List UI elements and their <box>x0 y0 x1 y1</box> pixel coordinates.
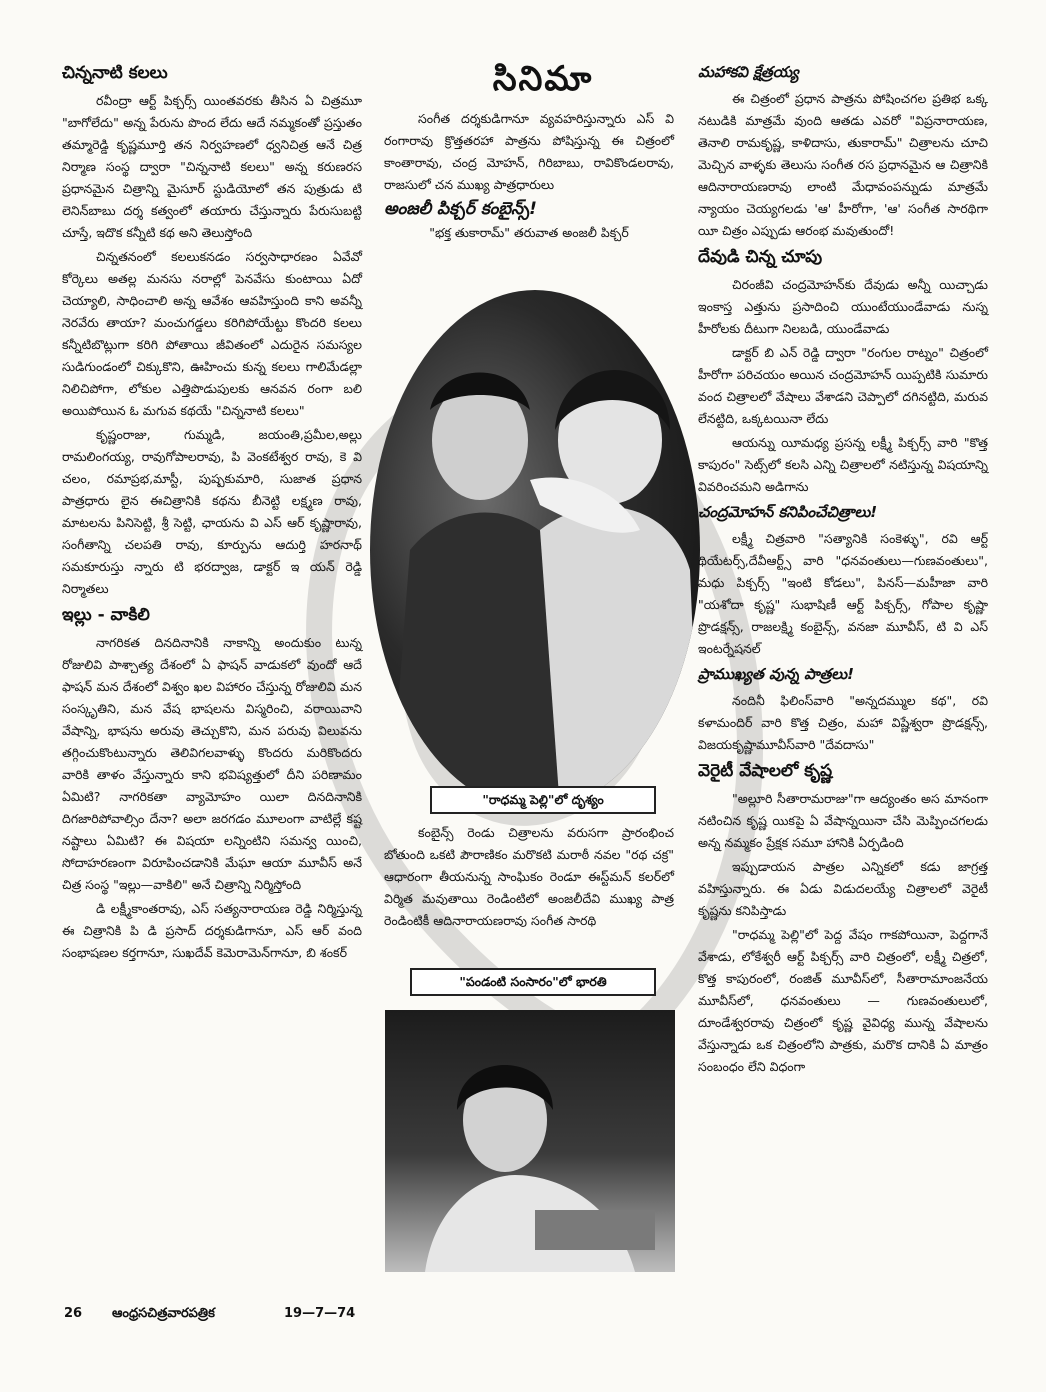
heading-mahakavi-kshetrayya: మహాకవి క్షేత్రయ్య <box>698 63 799 81</box>
right-column <box>698 58 988 1080</box>
heading-illu-vakili: ఇల్లు - వాకిలి <box>62 605 150 625</box>
paragraph: "అల్లూరి సీతారామరాజు"గా ఆద్యంతం అస మానంగా నటించిన కృష్ణ యికపై ఏ వేషాన్నయినా చేసి మెప్పించగలడు అన్న నమ్మకం ప్రేక్షక సమూ హానికి ఏర్పడింది <box>698 791 988 850</box>
paragraph: నందినీ ఫిలింస్‌వారి "అన్నదమ్ముల కథ", రవి కళామందిర్ వారి కొత్త చిత్రం, మహా విష్ణేశ్వరా ప్రొడక్షన్స్, విజయకృష్ణామూవీస్‌వారి "దేవదాసు" <box>698 693 988 752</box>
heading-chinnanati-kalalu: చిన్ననాటి కలలు <box>62 63 168 83</box>
middle-column-bottom <box>384 822 674 934</box>
photo-caption-pandanti-samsaram: "పండంటి సంసారం"లో భారతి <box>410 968 656 996</box>
film-still-photo <box>370 290 700 810</box>
paragraph: సంగీత దర్శకుడిగానూ వ్యవహరిస్తున్నారు ఎస్ వి రంగారావు క్రొత్తతరహా పాత్రను పోషిస్తున్న ఈ చిత్రంలో కాంతారావు, చంద్ర మోహన్, గిరిబాబు, రావికొండలరావు, రాజసులో చన ముఖ్య పాత్రధారులు <box>384 111 674 192</box>
heading-devudi-chinna-chupu: దేవుడి చిన్న చూపు <box>698 247 823 267</box>
paragraph: నాగరికత దినదినానికి నాకాన్ని అందుకుం టున్న రోజులివి పాశ్చాత్య దేశంలో ఏ ఫాషన్ వాడుకలో వుందో ఆదే ఫాషన్ మన దేశంలో విశ్వం ఖల విహారం చేస్తున్న రోజులివి మన సంస్కృతిని, మన వేష భాషలను విస్మరించి, వరాయివాని వేషాన్ని, భాషను అరువు తెచ్చుకొని, మన పరువు విలువను తగ్గించుకొంటున్నారు తెలివిగలవాళ్ళు కొందరు మరికొందరు వారికి తాళం వేస్తున్నారు కాని భవిష్యత్తులో దీని పరిణామం ఏమిటి? నాగరికతా వ్యామోహం యిలా దినదినానికి దిగజారిపోవాల్సిం దేనా? అలా జరగడం మూలంగా వాటిల్లే కష్ట నష్టాలు ఏమిటి? ఈ విషయా లన్నింటిని సమన్వ యించి, సోదాహరణంగా విరూపించడానికి మేఘా ఆయా మూవీస్ అనే చిత్ర సంస్థ "ఇల్లు—వాకిలి" అనే చిత్రాన్ని నిర్మిస్తోంది <box>62 635 362 892</box>
middle-column-top <box>384 108 674 246</box>
heading-variety-roles-krishna: వెరైటీ వేషాలలో కృష్ణ <box>698 761 833 781</box>
section-masthead: సినిమా <box>492 59 594 99</box>
paragraph: రవీంద్రా ఆర్ట్ పిక్చర్స్ యింతవరకు తీసిన ఏ చిత్రమూ "బాగోలేదు" అన్న పేరును పొంద లేదు ఆదే నమ్మకంతో ప్రస్తుతం తమ్మారెడ్డి కృష్ణమూర్తి తన నిర్వహణలో ధ్వనిచిత్ర ఆనే చిత్ర నిర్మాణ సంస్థ ద్వారా "చిన్ననాటి కలలు" అన్న కరుణరస ప్రధానమైన చిత్రాన్ని మైసూర్ స్టుడియోలో తన పుత్రుడు టి లెనిన్‌బాబు దర్శ కత్వంలో తయారు చేస్తున్నారు పేరుసుబట్టి చూస్తే, ఇదొక కన్నీటి కథ అని తెలుస్తోంది <box>62 93 362 240</box>
publication-name: ఆంధ్రసచిత్రవారపత్రిక <box>112 1306 215 1321</box>
subheading: "భక్త తుకారామ్" తరువాత అంజలీ పిక్చర్ <box>429 225 629 240</box>
photo-illustration <box>385 1010 675 1272</box>
paragraph: కంబైన్స్ రెండు చిత్రాలను వరుసగా ప్రారంభించ బోతుంది ఒకటి పౌరాణికం మరొకటి మరాఠీ నవల "రథ చక్ర" ఆధారంగా తీయనున్న సాంఘికం రెండూ ఈస్ట్‌మన్ కలర్‌లో విర్మిత మవుతాయి రెండింటిలో అంజలీదేవి ముఖ్య పాత్ర రెండింటికీ ఆదినారాయణరావు సంగీత సారథి <box>384 825 674 928</box>
actress-photo <box>385 1010 675 1272</box>
photo-illustration <box>370 290 700 810</box>
heading-chandramohan-films: చంద్రమోహన్ కనిపించేచిత్రాలు! <box>698 503 878 521</box>
paragraph: ఆయన్ను యీమధ్య ప్రసన్న లక్ష్మీ పిక్చర్స్ వారి "కొత్త కాపురం" సెట్స్‌లో కలసి ఎన్ని చిత్రాలలో నటిస్తున్న విషయాన్ని వివరించమని అడిగాను <box>698 435 988 494</box>
paragraph: కృష్ణంరాజు, గుమ్మడి, జయంతి,ప్రమీల,అల్లు రామలింగయ్య, రావుగోపాలరావు, పి వెంకటేశ్వర రావు, కె వి చలం, రమాప్రభ,మాస్టీ, పుష్పకుమారి, సుజాత ప్రధాన పాత్రధారు లైన ఈచిత్రానికి కథను బీనెట్టి లక్ష్మణ రావు, మాటలను పినిసెట్టి, శ్రీ సెట్టి, ఛాయను వి ఎస్ ఆర్ కృష్ణారావు, సంగీతాన్ని చలపతి రావు, కూర్పును ఆదుర్తి హరనాథ్ సమకూరుస్తు న్నారు టి భరద్వాజ, డాక్టర్ ఇ యన్ రెడ్డి నిర్మాతలు <box>62 427 362 596</box>
paragraph: చిన్నతనంలో కలలుకనడం సర్వసాధారణం ఏవేవో కోర్కెలు అతల్ల మనసు నరాల్లో పెనవేసు కుంటాయి ఏదో చెయ్యాలి, సాధించాలి అన్న ఆవేశం ఆవహిస్తుంది కాని అవన్నీ నెరవేరు తాయా? మంచుగడ్డలు కరిగిపోయేట్టు కొందరి కలలు కన్నీటిబొట్లుగా కరిగి పోతాయి జీవితంలో ఎదురైన సమస్యల సుడిగుండంలో చిక్కుకొని, ఊహించు కున్న కలలు గాలిమేడల్లా నిలిచిపోగా, లోకుల ఎత్తిపొడుపులకు ఆనవన రంగా బలి అయిపోయిన ఓ మగువ కథయే "చిన్ననాటి కలలు" <box>62 249 362 418</box>
heading-important-roles: ప్రాముఖ్యత వున్న పాత్రలు! <box>698 665 854 683</box>
heading-anjali-pictures: అంజలీ పిక్చర్ కంబైన్స్! <box>384 199 537 219</box>
paragraph: డి లక్ష్మీకాంతరావు, ఎస్ సత్యనారాయణ రెడ్డి నిర్మిస్తున్న ఈ చిత్రానికి పి డి ప్రసాద్ దర్శకుడిగానూ, ఎస్ ఆర్ వంది సంభాషణల కర్తగానూ, సుఖదేవ్ కెమెరామెన్‌గానూ, బి శంకర్ <box>62 901 362 960</box>
paragraph: ఇప్పుడాయన పాత్రల ఎన్నికలో కడు జాగ్రత్త వహిస్తున్నారు. ఈ ఏడు విడుదలయ్యే చిత్రాలలో వెరైటీ కృష్ణను కనిపిస్తాడు <box>698 859 988 918</box>
paragraph: డాక్టర్ బి ఎన్ రెడ్డి ద్వారా "రంగుల రాట్నం" చిత్రంలో హీరోగా పరిచయం అయిన చంద్రమోహన్ యిప్పటికి సుమారు వంద చిత్రాలలో వేషాలు వేశాడని చెప్పాలో దగినట్టిది, మరువ లేనట్టిది, ఒక్కటయినా లేదు <box>698 345 988 426</box>
paragraph: చిరంజీవి చంద్రమోహన్‌కు దేవుడు అన్నీ యిచ్చాడు ఇంకాస్త ఎత్తును ప్రసాదించి యుంటేయుండేవాడు నుస్న హీరోలకు దీటుగా నిలబడి, యుండేవాడు <box>698 277 988 336</box>
paragraph: లక్ష్మీ చిత్రవారి "సత్యానికి సంకెళ్ళు", రవి ఆర్ట్ థియేటర్స్,దేవీఆర్ట్స్ వారి "ధనవంతులు—గుణవంతులు", మధు పిక్చర్స్ "ఇంటి కోడలు", పినస్—మహీజా వారి "యశోదా కృష్ణ" సుభాషిణీ ఆర్ట్ పిక్చర్స్, గోపాల కృష్ణా ప్రొడక్షన్స్, రాజలక్ష్మి కంబైన్స్, వనజా మూవీస్, టి వి ఎస్ ఇంటర్నేషనల్ <box>698 531 988 656</box>
left-column <box>62 58 362 966</box>
issue-date: 19—7—74 <box>284 1306 356 1321</box>
photo-caption-radhamma-pelli: "రాధమ్మ పెల్లి"లో దృశ్యం <box>430 786 656 814</box>
paragraph: "రాధమ్మ పెల్లి"లో పెద్ద వేషం గాకపోయినా, పెద్దగానే వేశాడు, లోకేశ్వరీ ఆర్ట్ పిక్చర్స్ వారి చిత్రంలో, లక్ష్మీ చిత్రలో, కొత్త కాపురంలో, రంజిత్ మూవీస్‌లో, సీతారామాంజనేయ మూవీస్‌లో, ధనవంతులు — గుణవంతులులో, దూండేశ్వరరావు చిత్రంలో కృష్ణ వైవిధ్య మున్న వేషాలను వేస్తున్నాడు ఒక చిత్రంలోని పాత్రకు, మరొక దానికి ఏ మాత్రం సంబంధం లేని విధంగా <box>698 927 988 1074</box>
paragraph: ఈ చిత్రంలో ప్రధాన పాత్రను పోషించగల ప్రతిభ ఒక్క నటుడికి మాత్రమే వుంది ఆతడు ఎవరో "విప్రనారాయణ, తెనాలి రామకృష్ణ, కాళిదాసు, తుకారామ్" చిత్రాలను చూచి మెచ్చిన వాళ్ళకు తెలుసు సంగీత రస ప్రధానమైన ఆ చిత్రానికి ఆదినారాయణరావు లాంటి మేధావంపన్నుడు మాత్రమే న్యాయం చెయ్యగలడు 'ఆ' హీరోగా, 'ఆ' సంగీత సారథిగా యీ చిత్రం ఎప్పుడు ఆరంభ మవుతుందో! <box>698 91 988 238</box>
page-number: 26 <box>64 1306 83 1321</box>
